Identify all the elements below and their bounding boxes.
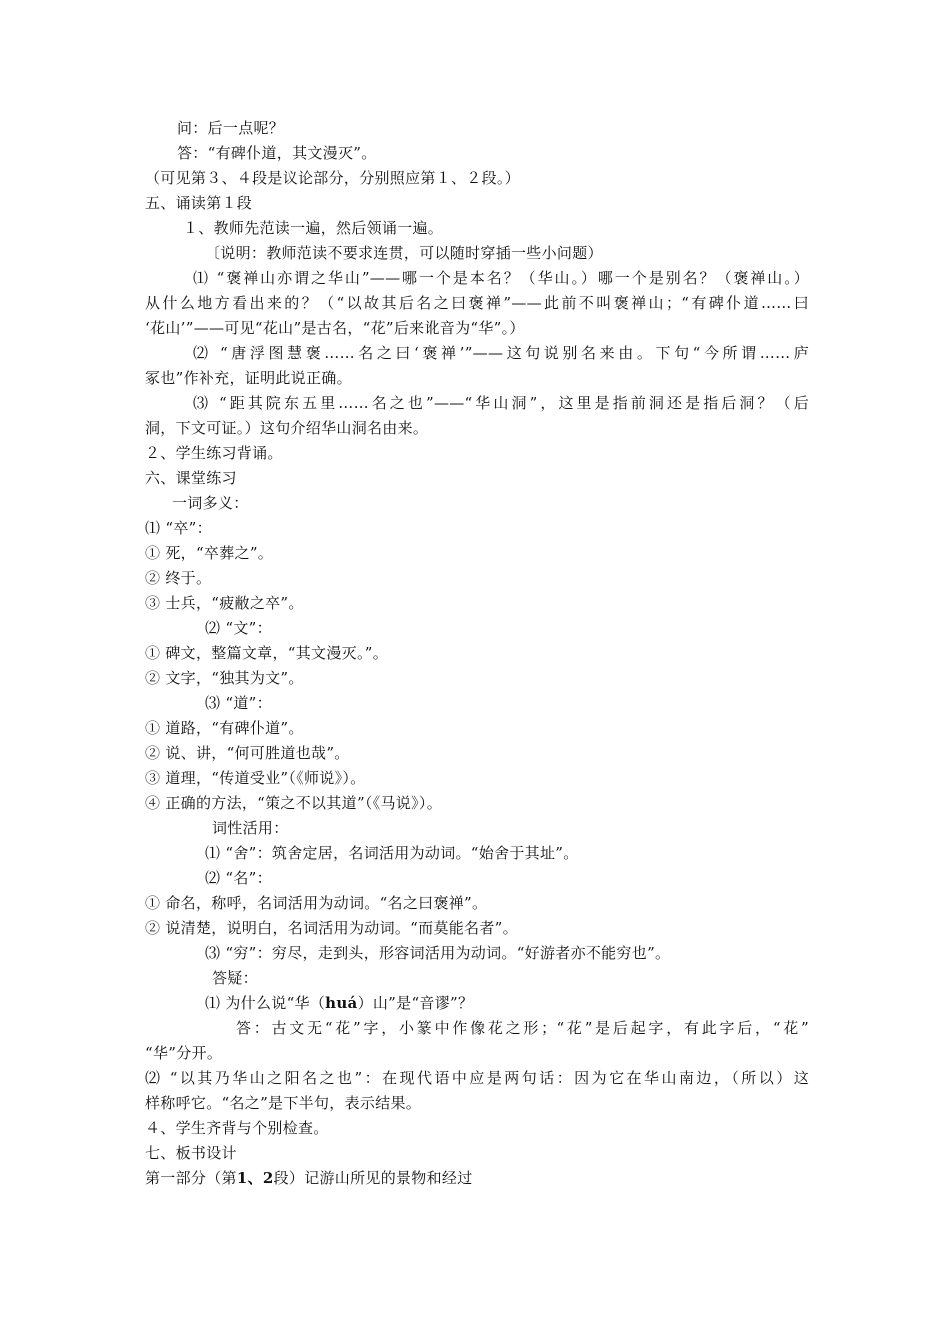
text-line: 洞，下文可证。）这句介绍华山洞名由来。	[145, 419, 429, 437]
list-item: ② 文字，“独其为文”。	[145, 669, 304, 687]
text-fragment: 段）记游山所见的景物和经过	[273, 1169, 473, 1187]
text-line: ⑶ “距其院东五里……名之也”——“华山洞”，这里是指前洞还是指后洞？（后	[193, 394, 809, 412]
text-line: ‘花山’”——可见“花山”是古名，“花”后来讹音为“华”。）	[145, 319, 525, 337]
section-heading: 五、诵读第１段	[145, 194, 253, 212]
text-line: ⑵ “唐浮图慧褒……名之曰‘褒禅’”——这句说别名来由。下句“今所谓……庐	[193, 344, 809, 362]
subheading: 答疑：	[212, 969, 258, 987]
text-line: ⑵ “文”：	[205, 619, 272, 637]
text-line: 问：后一点呢？	[177, 119, 285, 137]
section-heading: 七、板书设计	[145, 1144, 237, 1162]
text-line: 〔说明：教师范读不要求连贯，可以随时穿插一些小问题）	[205, 244, 603, 262]
text-line: ４、学生齐背与个别检查。	[145, 1119, 329, 1137]
list-item: ① 道路，“有碑仆道”。	[145, 719, 304, 737]
list-item: ② 说、讲，“何可胜道也哉”。	[145, 744, 350, 762]
text-line	[145, 1168, 809, 1188]
text-line: 冢也”作补充，证明此说正确。	[145, 369, 352, 387]
text-line: ⑴ “褒禅山亦谓之华山”——哪一个是本名？（华山。）哪一个是别名？（褒禅山。）	[193, 269, 809, 287]
text-line: （可见第３、４段是议论部分，分别照应第１、２段。）	[145, 169, 521, 187]
text-line: ⑴ “舍”：筑舍定居，名词活用为动词。“始舍于其址”。	[205, 844, 579, 862]
text-line: 样称呼它。“名之”是下半句，表示结果。	[145, 1094, 422, 1112]
text-line: ⑶ “穷”：穷尽，走到头，形容词活用为动词。“好游者亦不能穷也”。	[205, 944, 671, 962]
question-text: ⑴ 为什么说“华（	[205, 994, 326, 1012]
subheading: 一词多义：	[172, 494, 249, 512]
question-text: ）山”是“音谬”？	[357, 994, 474, 1012]
text-line: 答：古文无“花”字，小篆中作像花之形；“花”是后起字，有此字后，“花”	[236, 1019, 809, 1037]
section-heading: 六、课堂练习	[145, 469, 237, 487]
list-item: ④ 正确的方法，“策之不以其道”（《马说》）。	[145, 794, 443, 812]
list-item: ③ 士兵，“疲敝之卒”。	[145, 594, 304, 612]
text-line: ⑵ “名”：	[205, 869, 272, 887]
text-line: １、教师先范读一遍，然后领诵一遍。	[183, 219, 444, 237]
paragraph-numbers: 1、2	[236, 1169, 274, 1187]
list-item: ① 碑文，整篇文章，“其文漫灭。”。	[145, 644, 389, 662]
subheading: 词性活用：	[212, 819, 289, 837]
text-line: ⑵ “以其乃华山之阳名之也”：在现代语中应是两句话：因为它在华山南边，（所以）这	[145, 1069, 809, 1087]
list-item: ② 说清楚，说明白，名词活用为动词。“而莫能名者”。	[145, 919, 518, 937]
text-line: 答：“有碑仆道，其文漫灭”。	[177, 144, 377, 162]
pinyin-text: huá	[325, 994, 358, 1012]
text-line	[205, 993, 869, 1013]
text-line: ２、学生练习背诵。	[145, 444, 283, 462]
list-item: ③ 道理，“传道受业”（《师说》）。	[145, 769, 366, 787]
text-line: 从什么地方看出来的？（“以故其后名之曰褒禅”——此前不叫褒禅山；“有碑仆道……曰	[145, 294, 809, 312]
list-item: ② 终于。	[145, 569, 212, 587]
list-item: ① 死，“卒葬之”。	[145, 544, 274, 562]
text-line: “华”分开。	[145, 1044, 223, 1062]
list-item: ① 命名，称呼，名词活用为动词。“名之曰褒禅”。	[145, 894, 488, 912]
text-line: ⑴ “卒”：	[145, 519, 212, 537]
text-line: ⑶ “道”：	[205, 694, 272, 712]
text-fragment: 第一部分（第	[145, 1169, 237, 1187]
